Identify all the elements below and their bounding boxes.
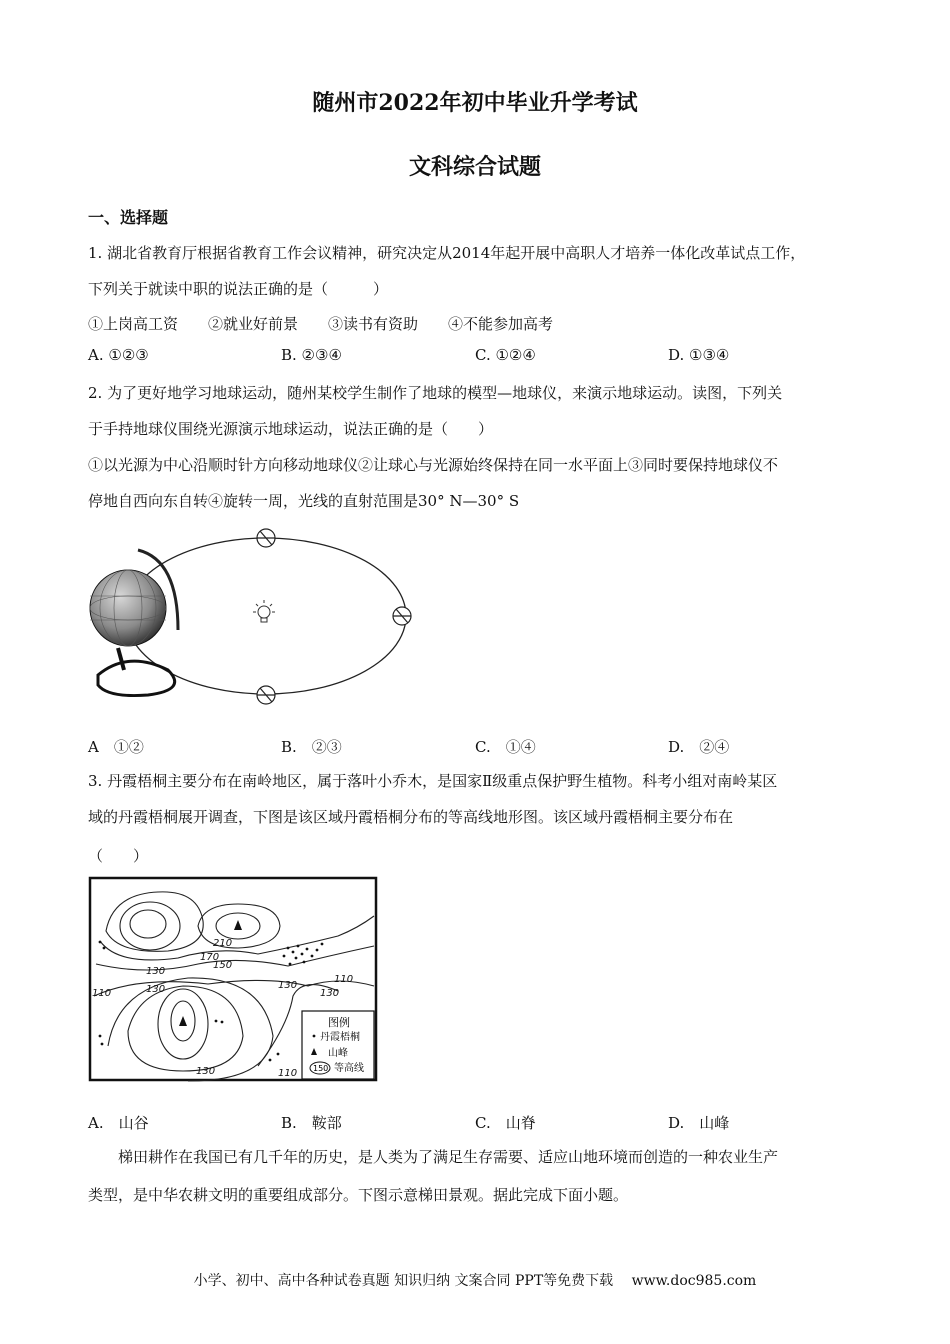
q1-stem-line2: 下列关于就读中职的说法正确的是（ ） (88, 280, 389, 298)
contour-label-130d: 130 (278, 980, 298, 991)
page-subtitle: 文科综合试题 (408, 154, 541, 180)
q3-stem-line3: （ ） (88, 847, 149, 865)
contour-label-130e: 130 (196, 1066, 216, 1077)
q3-stem-line1: 3. 丹霞梧桐主要分布在南岭地区，属于落叶小乔木，是国家Ⅱ级重点保护野生植物。科考小组对南岭某区 (88, 772, 778, 790)
legend-contour: 等高线 (334, 1063, 364, 1074)
footer-text: 小学、初中、高中各种试卷真题 知识归纳 文案合同 PPT等免费下载 www.doc985.com (193, 1273, 757, 1289)
q1-option-d: D. ①③④ (668, 346, 730, 364)
q2-option-c: C. ①④ (475, 738, 536, 756)
page-title: 随州市2022年初中毕业升学考试 (312, 90, 638, 116)
q2-stem-line1: 2. 为了更好地学习地球运动，随州某校学生制作了地球的模型—地球仪，来演示地球运动。读图，下列关 (88, 384, 783, 402)
contour-label-210: 210 (213, 938, 233, 949)
light-source-icon (253, 600, 275, 622)
globe-model-icon (90, 550, 178, 696)
q1-stem-line1: 1. 湖北省教育厅根据省教育工作会议精神，研究决定从2014年起开展中高职人才培养一体化改革试点工作， (88, 244, 806, 262)
contour-label-170: 170 (200, 952, 220, 963)
orbit-earth-bottom (257, 686, 275, 704)
contour-label-110b: 110 (334, 974, 354, 985)
q3-stem-line2: 域的丹霞梧桐展开调查，下图是该区域丹霞梧桐分布的等高线地形图。该区域丹霞梧桐主要分布在 (88, 808, 734, 826)
legend-peak: 山峰 (328, 1048, 348, 1059)
contour-label-130b: 130 (146, 984, 166, 995)
globe-orbit-diagram (88, 520, 428, 720)
legend-tree: 丹霞梧桐 (320, 1032, 360, 1043)
section-heading: 一、选择题 (88, 208, 169, 227)
contour-label-110a: 110 (92, 988, 112, 999)
contour-label-110c: 110 (278, 1068, 298, 1079)
q1-option-b: B. ②③④ (281, 346, 342, 364)
contour-label-130c: 130 (320, 988, 340, 999)
contour-label-130a: 130 (146, 966, 166, 977)
q2-option-a: A ①② (88, 738, 144, 756)
map-legend (302, 1011, 374, 1079)
passage-line1: 梯田耕作在我国已有几千年的历史，是人类为了满足生存需要、适应山地环境而创造的一种农业生产 (118, 1148, 779, 1166)
q3-option-d: D. 山峰 (668, 1114, 730, 1132)
legend-title: 图例 (328, 1016, 350, 1029)
orbit-earth-right (393, 607, 411, 625)
q3-option-a: A. 山谷 (88, 1114, 149, 1132)
q1-items: ①上岗高工资 ②就业好前景 ③读书有资助 ④不能参加高考 (88, 315, 554, 333)
contour-label-150: 150 (213, 960, 233, 971)
q1-option-a: A. ①②③ (88, 346, 149, 364)
orbit-earth-top (257, 529, 275, 547)
q2-option-d: D. ②④ (668, 738, 730, 756)
q3-option-c: C. 山脊 (475, 1114, 536, 1132)
q3-option-b: B. 鞍部 (281, 1114, 342, 1132)
q2-stem-line3: ①以光源为中心沿顺时针方向移动地球仪②让球心与光源始终保持在同一水平面上③同时要保持地球仪不 (88, 456, 779, 474)
q2-stem-line2: 于手持地球仪围绕光源演示地球运动，说法正确的是（ ） (88, 420, 494, 438)
legend-contour-value: 150 (313, 1064, 329, 1073)
passage-line2: 类型，是中华农耕文明的重要组成部分。下图示意梯田景观。据此完成下面小题。 (88, 1186, 629, 1204)
contour-map (88, 876, 378, 1082)
q2-option-b: B. ②③ (281, 738, 342, 756)
q2-stem-line4: 停地自西向东自转④旋转一周，光线的直射范围是30° N—30° S (88, 492, 520, 510)
q1-option-c: C. ①②④ (475, 346, 536, 364)
